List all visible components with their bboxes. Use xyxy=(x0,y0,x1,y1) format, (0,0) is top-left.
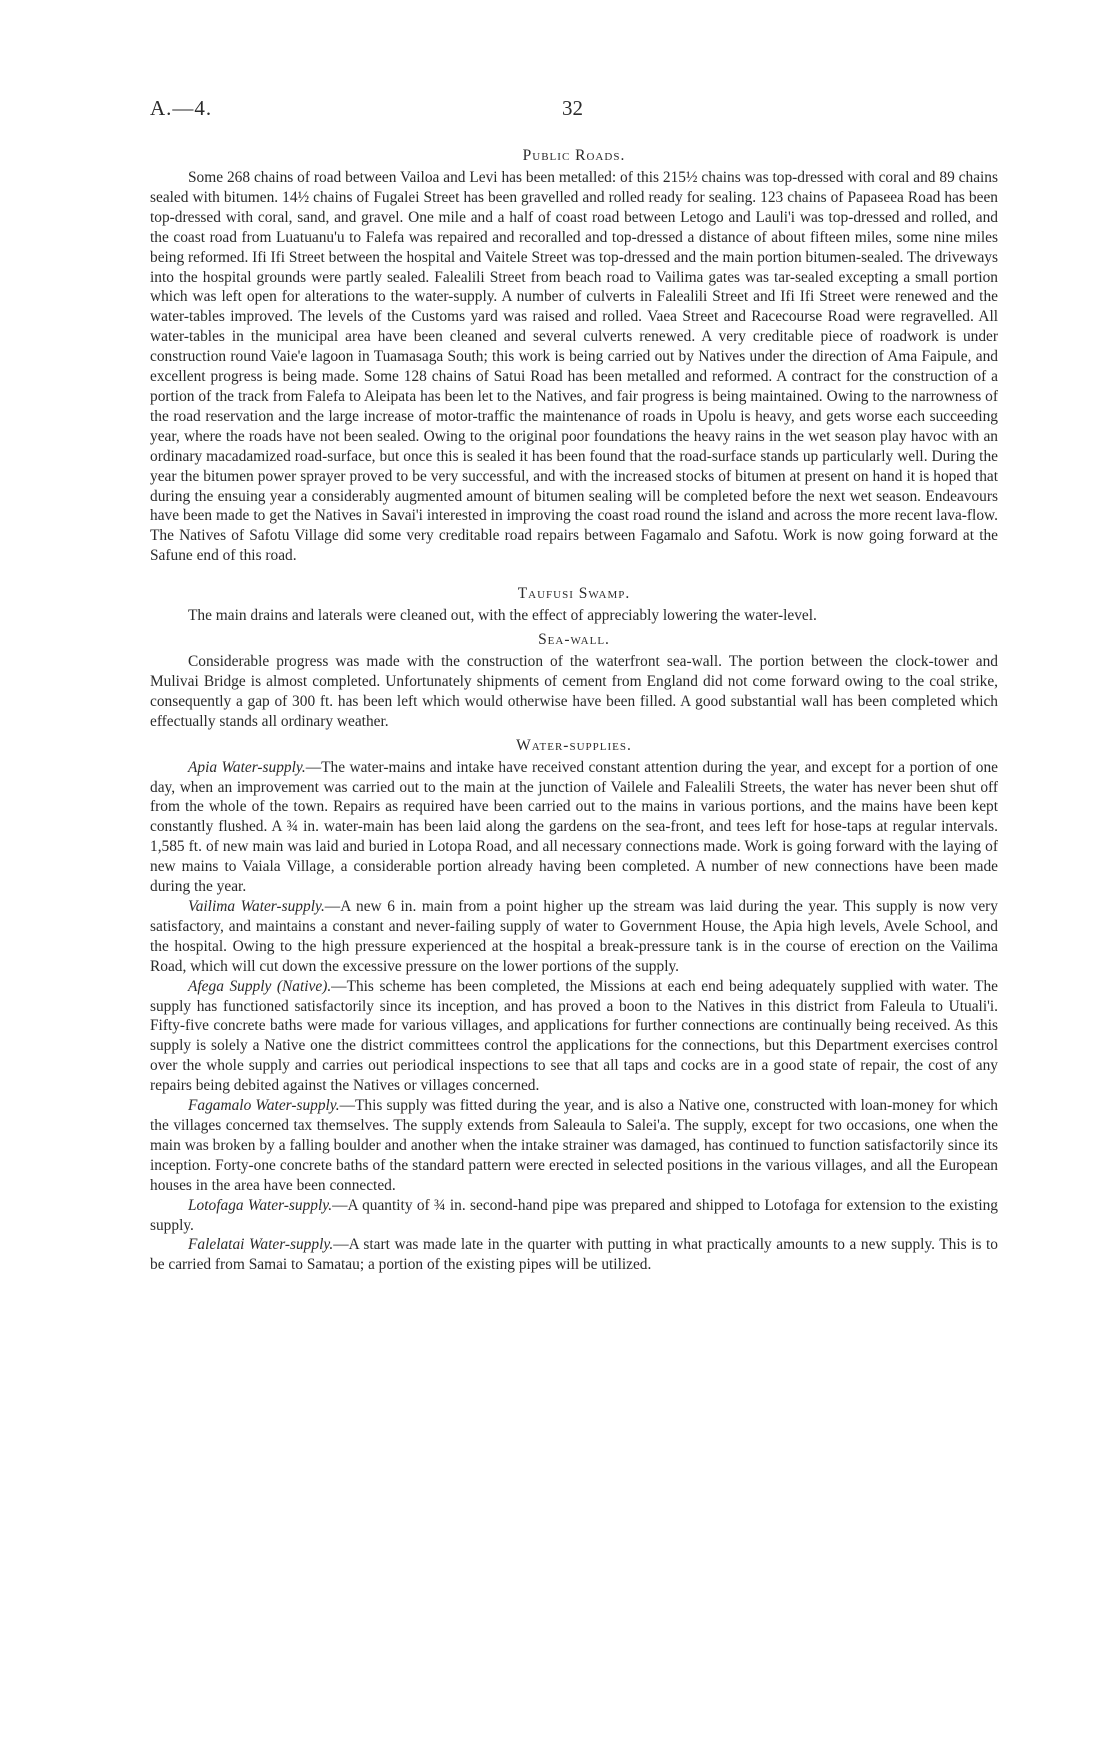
paragraph-lotofaga-water-supply xyxy=(150,1196,998,1236)
section-heading-water-supplies: Water-supplies. xyxy=(516,736,632,754)
section-heading-taufusi-swamp: Taufusi Swamp. xyxy=(517,585,631,603)
paragraph-fagamalo-water-supply xyxy=(150,1096,998,1196)
paragraph-text: The main drains and laterals were cleaned out, with the effect of appreciably lowering the water-level. xyxy=(188,607,817,625)
paragraph-apia-water-supply xyxy=(150,758,998,897)
subheading-falelatai-water-supply: Falelatai Water-supply. xyxy=(188,1236,334,1254)
paragraph-afega-supply xyxy=(150,977,998,1096)
paragraph-text: Some 268 chains of road between Vailoa and Levi has been metalled: of this 215½ chains was top-dressed with coral and 89 chains sealed with bitumen. 14½ chains of Fugalei Street has been gravelled and rolled ready for sealing. 123 chains of Papaseea Road has been top-dressed with coral, sand, and gravel. One mile and a half of coast road between Letogo and Lauli'i was top-dressed and rolled, and the coast road from Luatuanu'u to Falefa was repaired and recoralled and top-dressed a distance of about fifteen miles, some nine miles being reformed. Ifi Ifi Street between the hospital and Vaitele Street was top-dressed and the main portion bitumen-sealed. The driveways into the hospital grounds were partly sealed. Falealili Street from beach road to Vailima gates was tar-sealed excepting a small portion which was left open for alterations to the water-supply. A number of culverts in Falealili Street and Ifi Ifi Street were renewed and the water-tables improved. The levels of the Customs yard was raised and rolled. Vaea Street and Racecourse Road were regravelled. All water-tables in the municipal area have been cleaned and several culverts renewed. A very creditable piece of roadwork is under construction round Vaie'e lagoon in Tuamasaga South; this work is being carried out by Natives under the direction of Ama Faipule, and excellent progress is being made. Some 128 chains of Satui Road has been metalled and reformed. A contract for the construction of a portion of the track from Falefa to Aleipata has been let to the Natives, and fair progress is being maintained. Owing to the narrowness of the road reservation and the large increase of motor-traffic the maintenance of roads in Upolu is heavy, and gets worse each succeeding year, where the roads have not been sealed. Owing to the original poor foundations the heavy rains in the wet season play havoc with an ordinary macadamized road-surface, but once this is sealed it has been found that the road-surface stands up particularly well. During the year the bitumen power sprayer proved to be very successful, and with the increased stocks of bitumen at present on hand it is hoped that during the ensuing year a considerably augmented amount of bitumen sealing will be completed before the next wet season. Endeavours have been made to get the Natives in Savai'i interested in improving the coast road round the island and across the more recent lava-flow. The Natives of Safotu Village did some very creditable road repairs between Fagamalo and Safotu. Work is now going forward at the Safune end of this road. xyxy=(150,169,998,565)
paragraph-falelatai-water-supply xyxy=(150,1235,998,1275)
subheading-lotofaga-water-supply: Lotofaga Water-supply. xyxy=(188,1196,333,1214)
section-heading-sea-wall: Sea-wall. xyxy=(538,631,610,649)
subheading-afega-supply: Afega Supply (Native). xyxy=(188,977,332,995)
paragraph-text: —A start was made late in the quarter with putting in what practically amounts to a new supply. This is to be carried from Samai to Samatau; a portion of the existing pipes will be utilized. xyxy=(150,1236,998,1274)
paragraph-sea-wall xyxy=(150,652,998,732)
paragraph-vailima-water-supply xyxy=(150,897,998,977)
paragraph-text: Considerable progress was made with the construction of the waterfront sea-wall. The portion between the clock-tower and Mulivai Bridge is almost completed. Unfortunately shipments of cement from England did not come forward owing to the coal strike, consequently a gap of 300 ft. has been left which would otherwise have been filled. A good substantial wall has been completed which effectually stands all ordinary weather. xyxy=(150,653,998,730)
page-number: 32 xyxy=(562,96,583,120)
subheading-apia-water-supply: Apia Water-supply. xyxy=(188,758,306,776)
document-reference: A.—4. xyxy=(150,96,213,120)
document-body xyxy=(150,146,998,1275)
paragraph-text: —A quantity of ¾ in. second-hand pipe was prepared and shipped to Lotofaga for extension to the existing supply. xyxy=(150,1196,998,1234)
page-header xyxy=(150,96,990,126)
section-heading-public-roads: Public Roads. xyxy=(522,147,626,164)
subheading-fagamalo-water-supply: Fagamalo Water-supply. xyxy=(188,1097,340,1115)
subheading-vailima-water-supply: Vailima Water-supply. xyxy=(188,898,325,915)
paragraph-taufusi-swamp xyxy=(150,606,998,626)
paragraph-text: —A new 6 in. main from a point higher up the stream was laid during the year. This supply is now very satisfactory, and maintains a constant and never-failing supply of water to Government House, the Apia high levels, Avele School, and the hospital. Owing to the high pressure experienced at the hospital a break-pressure tank is in the course of erection on the Vailima Road, which will cut down the excessive pressure on the lower portions of the supply. xyxy=(150,898,998,975)
paragraph-text: —This scheme has been completed, the Missions at each end being adequately supplied with water. The supply has functioned satisfactorily since its inception, and has proved a boon to the Natives in this district from Faleula to Utuali'i. Fifty-five concrete baths were made for various villages, and applications for further connections are continually being received. As this supply is solely a Native one the district committees control the applications for the connections, but this Department exercises control over the whole supply and carries out periodical inspections to see that all taps and cocks are in a good state of repair, the cost of any repairs being debited against the Natives or villages concerned. xyxy=(150,977,998,1095)
paragraph-public-roads xyxy=(150,168,998,566)
paragraph-text: —This supply was fitted during the year, and is also a Native one, constructed with loan-money for which the villages concerned tax themselves. The supply extends from Saleaula to Salei'a. The supply, except for two occasions, one when the main was broken by a falling boulder and another when the intake strainer was damaged, has continued to function satisfactorily since its inception. Forty-one concrete baths of the standard pattern were erected in selected positions in the various villages, and all the European houses in the area have been connected. xyxy=(150,1097,998,1194)
paragraph-text: —The water-mains and intake have received constant attention during the year, and except for a portion of one day, when an improvement was carried out to the main at the junction of Vailele and Falealili Streets, the water has never been shut off from the whole of the town. Repairs as required have been carried out to the mains in various portions, and the mains have been kept constantly flushed. A ¾ in. water-main has been laid along the gardens on the sea-front, and tees left for hose-taps at regular intervals. 1,585 ft. of new main was laid and buried in Lotopa Road, and all necessary connections made. Work is going forward with the laying of new mains to Vaiala Village, a considerable portion already having been completed. A number of new connections have been made during the year. xyxy=(150,758,998,896)
